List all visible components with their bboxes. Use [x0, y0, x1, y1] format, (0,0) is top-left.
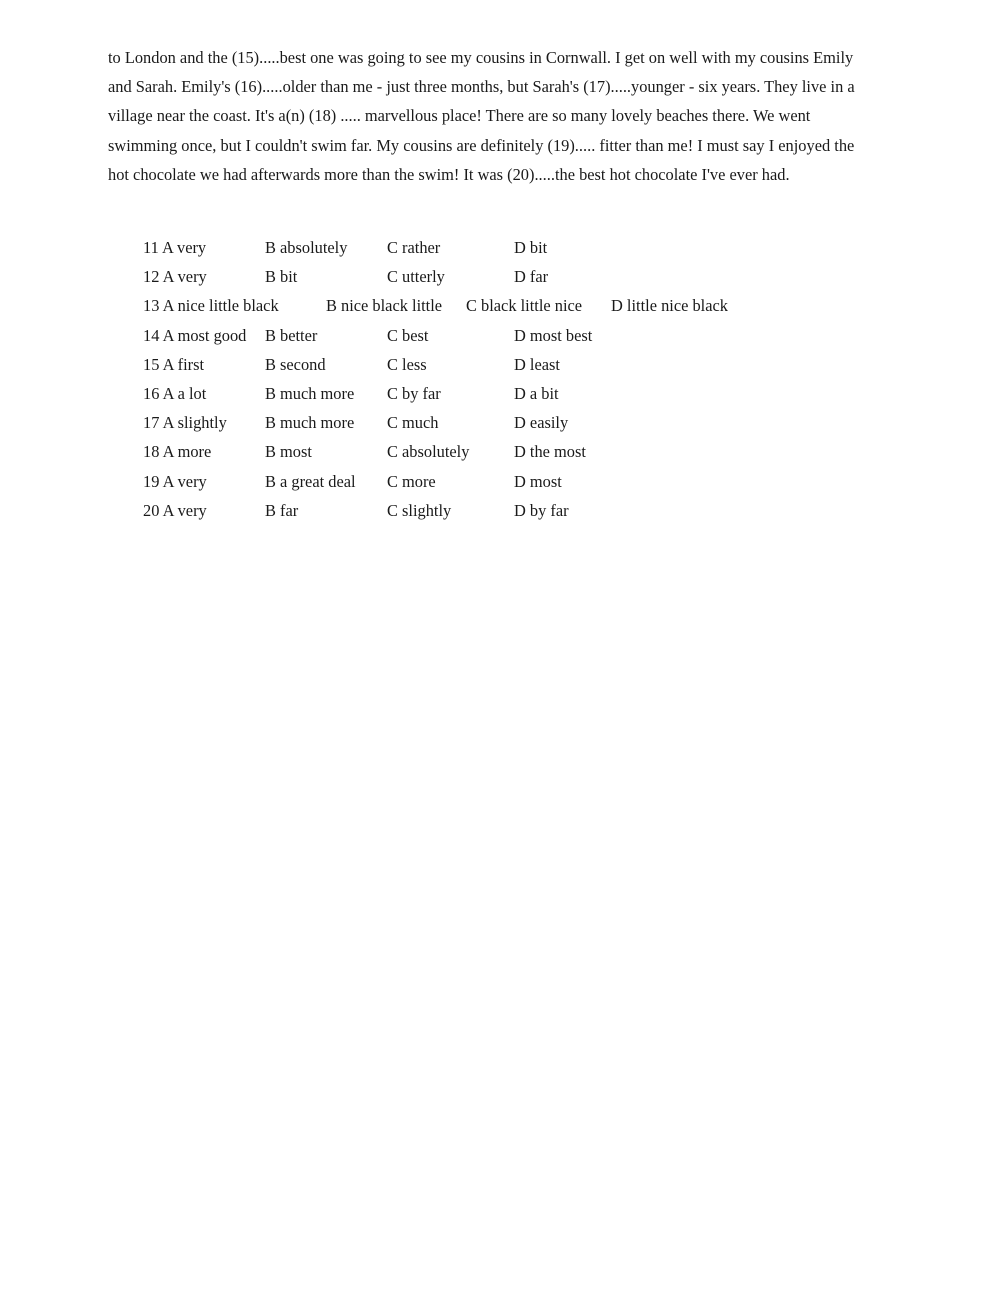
option-a: 17 A slightly: [143, 413, 227, 433]
option-c: C absolutely: [387, 442, 470, 462]
option-c: C slightly: [387, 500, 452, 520]
option-d: D most best: [514, 325, 593, 345]
option-a: 14 A most good: [143, 325, 247, 345]
option-b: B far: [265, 500, 299, 520]
option-d: D easily: [514, 413, 569, 433]
option-b: B second: [265, 354, 326, 374]
option-d: D by far: [514, 500, 569, 520]
option-c: C rather: [387, 238, 441, 257]
option-d: D little nice black: [611, 296, 728, 316]
option-d: D bit: [514, 238, 548, 257]
option-b: B absolutely: [265, 238, 348, 257]
option-b: B much more: [265, 413, 355, 433]
option-a: 12 A very: [143, 267, 207, 287]
option-d: D least: [514, 354, 560, 374]
option-d: D most: [514, 471, 562, 491]
passage-line: and Sarah. Emily's (16).....older than me - just three months, but Sarah's (17).....younger - six years. They live in a: [108, 77, 855, 97]
option-a: 19 A very: [143, 471, 207, 491]
option-c: C best: [387, 325, 429, 345]
option-b: B much more: [265, 383, 355, 403]
option-a: 13 A nice little black: [143, 296, 279, 316]
option-c: C much: [387, 413, 439, 433]
option-b: B nice black little: [326, 296, 443, 316]
option-d: D far: [514, 267, 549, 287]
passage-line: swimming once, but I couldn't swim far. My cousins are definitely (19)..... fitter than me! I must say I enjoyed the: [108, 135, 855, 155]
option-b: B bit: [265, 267, 298, 287]
option-b: B most: [265, 442, 312, 462]
option-a: 20 A very: [143, 500, 207, 520]
option-c: C by far: [387, 383, 441, 403]
option-c: C less: [387, 354, 427, 374]
option-a: 16 A a lot: [143, 383, 207, 403]
option-c: C utterly: [387, 267, 445, 287]
passage-line: to London and the (15).....best one was going to see my cousins in Cornwall. I get on well with my cousins Emily: [108, 48, 854, 67]
option-a: 18 A more: [143, 442, 212, 462]
passage-line: hot chocolate we had afterwards more than the swim! It was (20).....the best hot chocolate I've ever had.: [108, 164, 790, 184]
reading-passage: [108, 43, 898, 189]
option-c: C more: [387, 471, 436, 491]
passage-line: village near the coast. It's a(n) (18) ..... marvellous place! There are so many lovely beaches there. We went: [108, 106, 811, 126]
option-d: D the most: [514, 442, 586, 462]
option-b: B better: [265, 325, 318, 345]
option-a: 11 A very: [143, 238, 207, 257]
option-a: 15 A first: [143, 354, 205, 374]
option-b: B a great deal: [265, 471, 356, 491]
option-d: D a bit: [514, 383, 559, 403]
option-c: C black little nice: [466, 296, 583, 316]
